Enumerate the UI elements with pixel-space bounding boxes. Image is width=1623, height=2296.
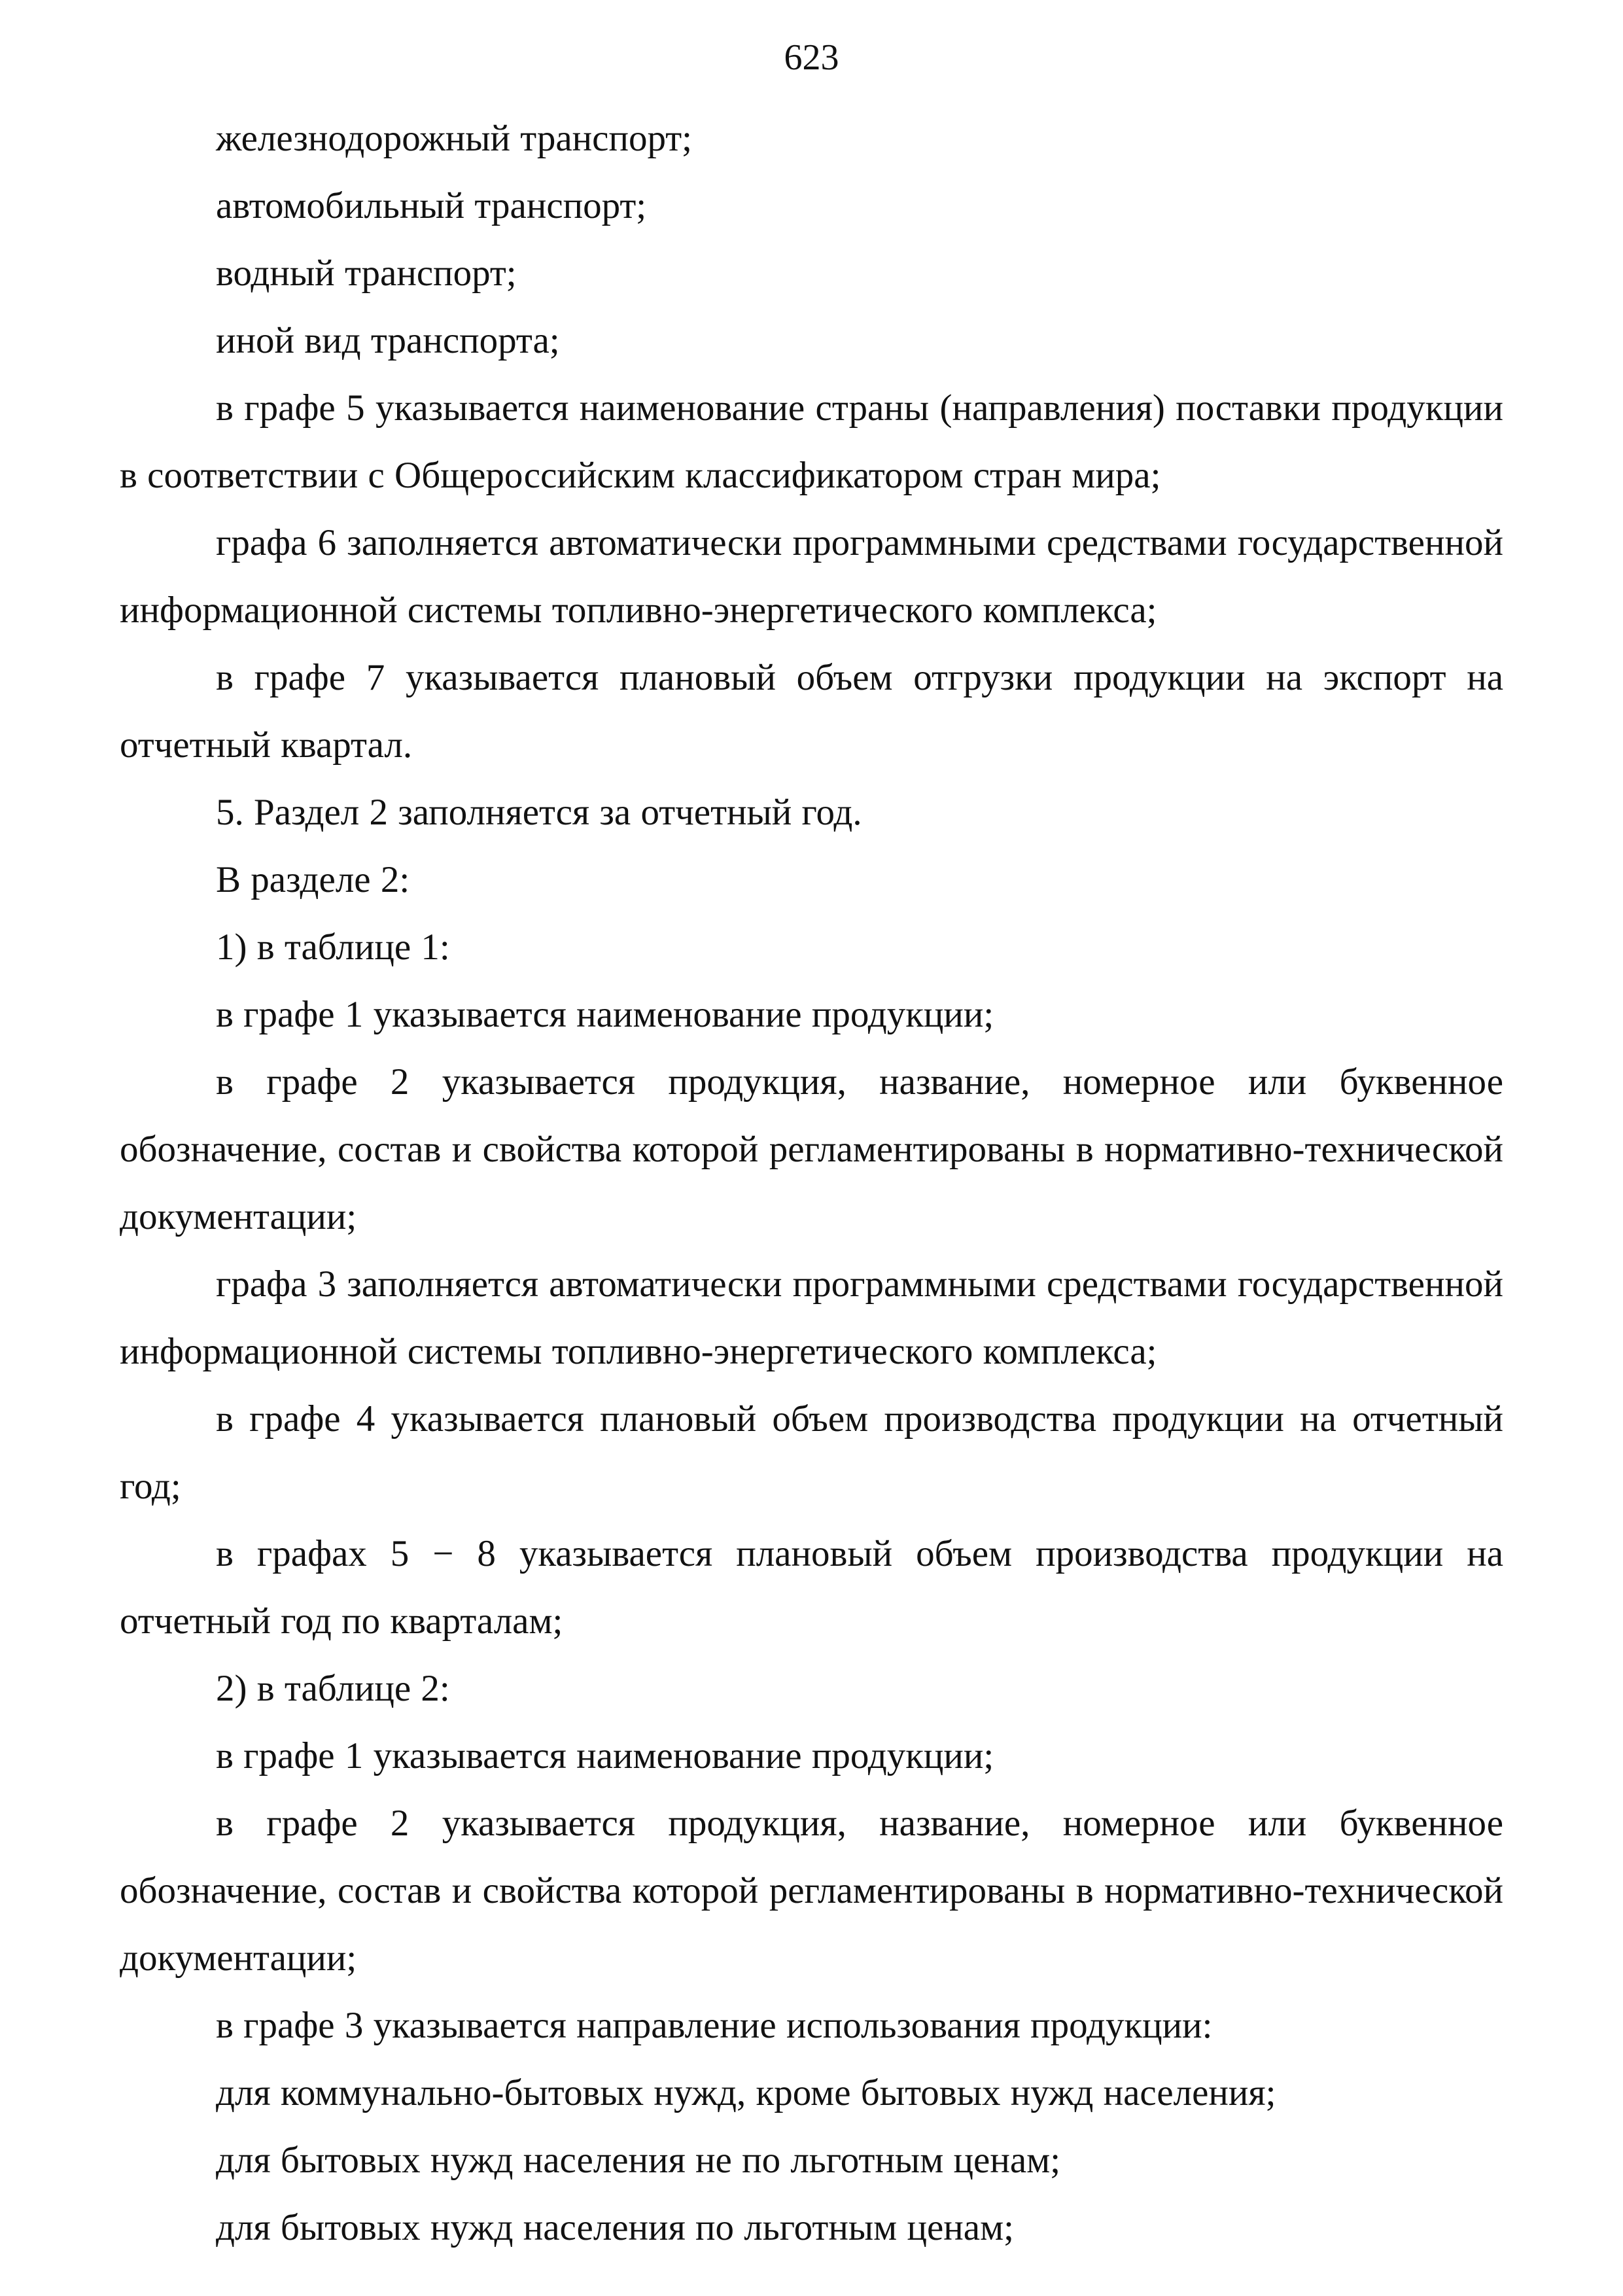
paragraph-table-2-column-3: в графе 3 указывается направление использования продукции: <box>216 2005 1213 2046</box>
paragraph-table-2-column-2: в графе 2 указывается продукция, название, номерное или буквенное обозначение, состав и свойства которой регламентированы в нормативно-технической документации; <box>120 1803 1503 1979</box>
paragraph-section-2-intro: 5. Раздел 2 заполняется за отчетный год. <box>216 792 862 833</box>
paragraph-table-2-heading: 2) в таблице 2: <box>216 1668 450 1709</box>
paragraph-transport-road: автомобильный транспорт; <box>216 185 647 226</box>
paragraph-table-2-column-1: в графе 1 указывается наименование продукции; <box>216 1735 994 1776</box>
paragraph-column-6-auto: графа 6 заполняется автоматически программными средствами государственной информационной системы топливно-энергетического комплекса; <box>120 522 1503 631</box>
document-body <box>120 105 1503 2261</box>
paragraph-table-1-columns-5-8: в графах 5 − 8 указывается плановый объем производства продукции на отчетный год по кварталам; <box>120 1533 1503 1642</box>
paragraph-column-5-country: в графе 5 указывается наименование страны (направления) поставки продукции в соответствии с Общероссийским классификатором стран мира; <box>120 387 1503 496</box>
paragraph-use-household-preferential: для бытовых нужд населения по льготным ценам; <box>216 2207 1014 2248</box>
paragraph-column-7-export: в графе 7 указывается плановый объем отгрузки продукции на экспорт на отчетный квартал. <box>120 657 1503 766</box>
paragraph-table-1-column-2: в графе 2 указывается продукция, название, номерное или буквенное обозначение, состав и свойства которой регламентированы в нормативно-технической документации; <box>120 1061 1503 1237</box>
paragraph-use-communal: для коммунально-бытовых нужд, кроме бытовых нужд населения; <box>216 2072 1276 2113</box>
page-number: 623 <box>784 37 839 78</box>
paragraph-transport-rail: железнодорожный транспорт; <box>216 118 692 159</box>
paragraph-table-1-column-1: в графе 1 указывается наименование продукции; <box>216 994 994 1035</box>
paragraph-section-2-heading: В разделе 2: <box>216 859 410 900</box>
paragraph-use-household-regular: для бытовых нужд населения не по льготным ценам; <box>216 2140 1061 2181</box>
paragraph-transport-other: иной вид транспорта; <box>216 320 560 361</box>
paragraph-table-1-column-4: в графе 4 указывается плановый объем производства продукции на отчетный год; <box>120 1398 1503 1507</box>
paragraph-transport-water: водный транспорт; <box>216 253 517 294</box>
paragraph-table-1-heading: 1) в таблице 1: <box>216 927 450 968</box>
paragraph-table-1-column-3: графа 3 заполняется автоматически программными средствами государственной информационной системы топливно-энергетического комплекса; <box>120 1263 1503 1372</box>
